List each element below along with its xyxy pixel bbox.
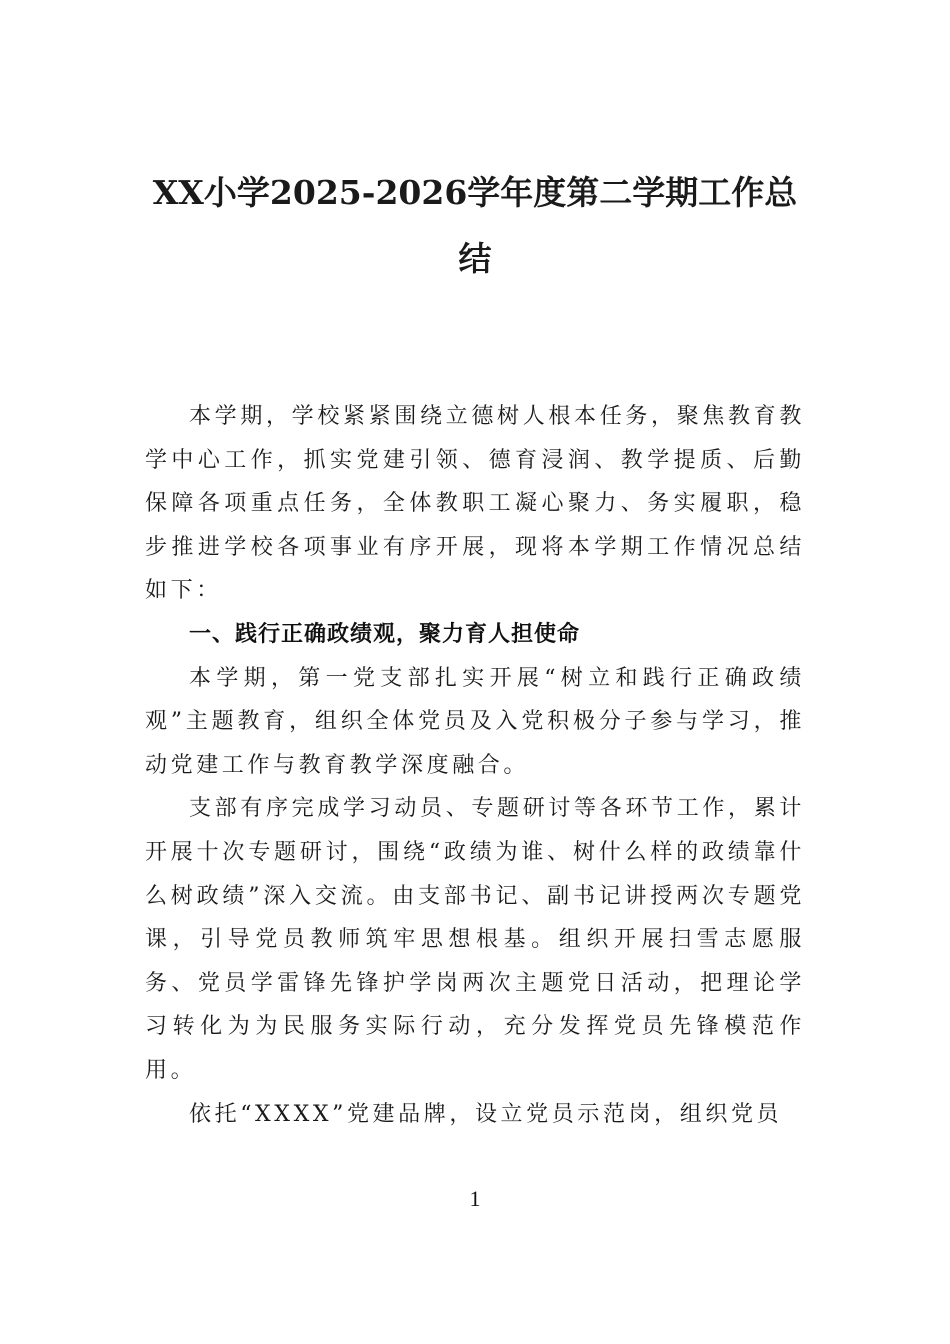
body-paragraph: 本学期，第一党支部扎实开展“树立和践行正确政绩观”主题教育，组织全体党员及入党积极分子参与学习，推动党建工作与教育教学深度融合。 <box>145 665 805 778</box>
document-title: XX小学2025-2026学年度第二学期工作总结 <box>152 173 798 278</box>
document-body <box>145 395 805 1136</box>
body-paragraph: 支部有序完成学习动员、专题研讨等各环节工作，累计开展十次专题研讨，围绕“政绩为谁、树什么样的政绩靠什么树政绩”深入交流。由支部书记、副书记讲授两次专题党课，引导党员教师筑牢思想根基。组织开展扫雪志愿服务、党员学雷锋先锋护学岗两次主题党日活动，把理论学习转化为为民服务实际行动，充分发挥党员先锋模范作用。 <box>145 796 805 1083</box>
page-number: 1 <box>469 1186 481 1211</box>
body-paragraph: 依托“XXXX”党建品牌，设立党员示范岗，组织党员 <box>189 1101 783 1127</box>
intro-paragraph: 本学期，学校紧紧围绕立德树人根本任务，聚焦教育教学中心工作，抓实党建引领、德育浸润、教学提质、后勤保障各项重点任务，全体教职工凝心聚力、务实履职，稳步推进学校各项事业有序开展，现将本学期工作情况总结如下： <box>145 404 805 604</box>
section-heading: 一、践行正确政绩观，聚力育人担使命 <box>189 621 581 647</box>
